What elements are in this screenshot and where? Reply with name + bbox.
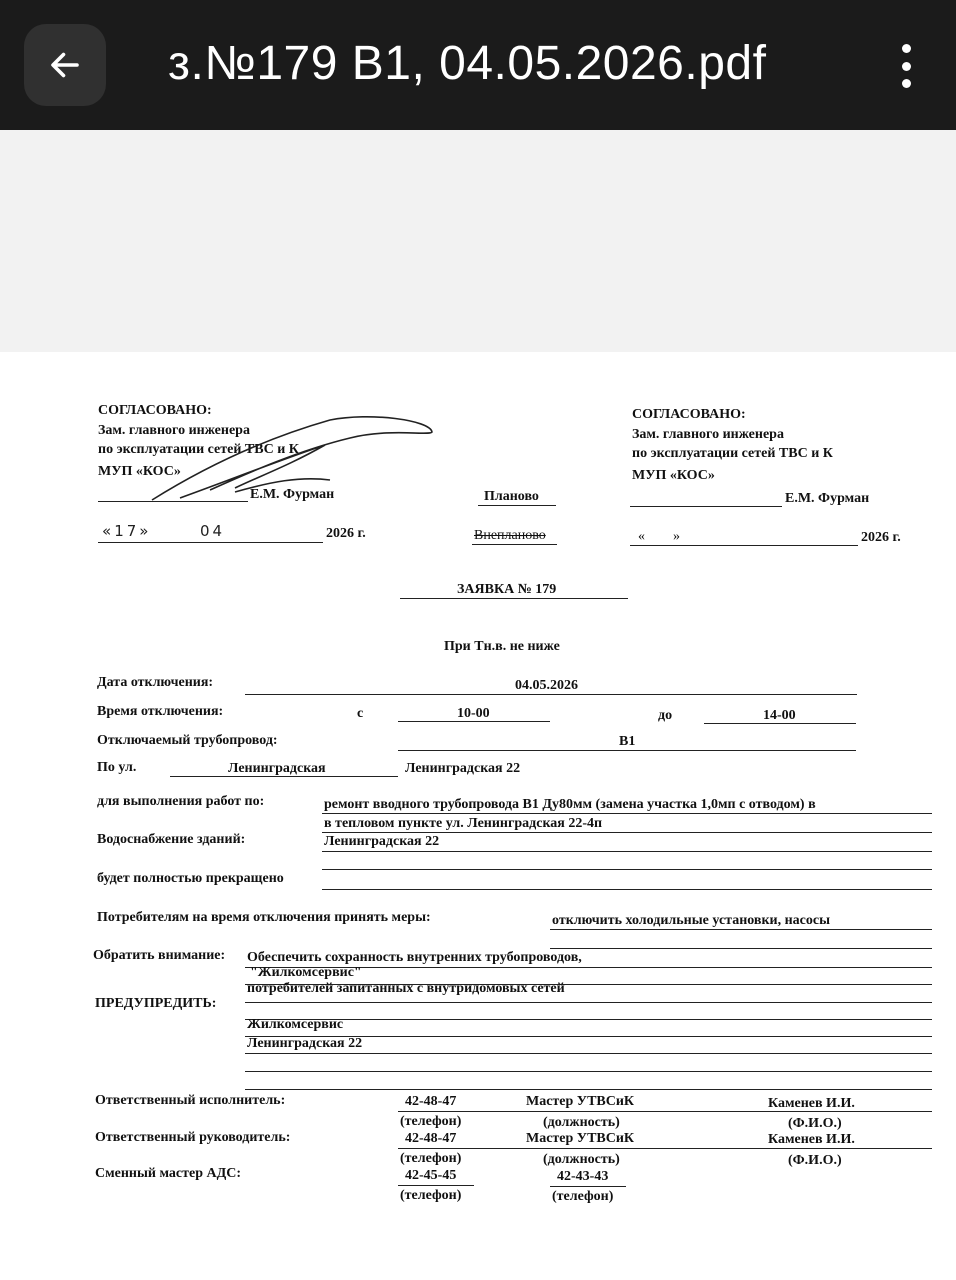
street-value2: Ленинградская 22 <box>405 761 521 776</box>
date-label: Дата отключения: <box>97 675 214 690</box>
water-value: Ленинградская 22 <box>324 834 440 849</box>
document-page[interactable]: СОГЛАСОВАНО: Зам. главного инженера по эксплуатации сетей ТВС и К МУП «КОС» Е.М. Фурман «17» 04 2026 г. Планово Внепланово СОГЛАСОВАНО: Зам. главного инженера по эксплуатации сетей ТВС и К МУП «КОС» Е.М. Фурман « » 2026 г. ЗАЯВКА № 179 При Тн.в. не ниже Дата отключения: 04.05.2026 Время отключения: с 10-00 до 14-00 Отключаемый трубопровод: В1 По ул. Ленинградская Ленинградская 22 для выполнения работ по: ремонт вводного трубопровода В1 Ду80мм (замена участка 1,0мп с отводом) в в тепловом пункте ул. Ленинградская 22-4п Водоснабжение зданий: Ленинградская 22 будет полностью прекращено Потребителям на время отключения принять меры: отключить холодильные установки, насосы Обратить внимание: Обеспечить сохранность внутренних трубопроводов, "Жилкомсервис" потребителей запитанных с внутридомовых сетей ПРЕДУПРЕДИТЬ: Жилкомсервис Ленинградская 22 Ответственный исполнитель: 42-48-47 Мастер УТВСиК Каменев И.И. (телефон) (должность) (Ф.И.О.) Ответственный руководитель: 42-48-47 Мастер УТВСиК Каменев И.И. (телефон) (должность) (Ф.И.О.) Сменный мастер АДС: 42-45-45 42-43-43 (телефон) (телефон) <box>0 352 956 1280</box>
measures-value: отключить холодильные установки, насосы <box>552 913 831 928</box>
attention-line3: потребителей запитанных с внутридомовых сетей <box>247 981 565 996</box>
more-vert-icon <box>902 44 911 53</box>
time-to-label: до <box>658 708 673 723</box>
shift-label: Сменный мастер АДС: <box>95 1166 242 1181</box>
left-line2: по эксплуатации сетей ТВС и К <box>98 442 299 457</box>
date-value: 04.05.2026 <box>515 678 578 693</box>
attention-line1: Обеспечить сохранность внутренних трубопроводов, <box>247 950 582 965</box>
warn-line2: Ленинградская 22 <box>247 1036 363 1051</box>
manager-name-caption: (Ф.И.О.) <box>788 1153 842 1168</box>
right-year: 2026 г. <box>861 530 901 545</box>
request-heading: ЗАЯВКА № 179 <box>457 582 557 597</box>
time-label: Время отключения: <box>97 704 224 719</box>
app-bar <box>0 0 956 130</box>
street-label: По ул. <box>97 760 137 775</box>
right-signer: Е.М. Фурман <box>785 491 870 506</box>
pipe-value: В1 <box>619 734 636 749</box>
manager-position-caption: (должность) <box>543 1152 620 1167</box>
work-line1: ремонт вводного трубопровода В1 Ду80мм (замена участка 1,0мп с отводом) в <box>324 797 816 812</box>
executor-name-caption: (Ф.И.О.) <box>788 1116 842 1131</box>
shift-phone2: 42-43-43 <box>557 1169 609 1184</box>
left-signer: Е.М. Фурман <box>250 487 335 502</box>
manager-label: Ответственный руководитель: <box>95 1130 291 1145</box>
request-subheading: При Тн.в. не ниже <box>444 639 560 654</box>
water-label: Водоснабжение зданий: <box>97 832 246 847</box>
left-year: 2026 г. <box>326 526 366 541</box>
pipe-label: Отключаемый трубопровод: <box>97 733 278 748</box>
left-line3: МУП «КОС» <box>98 464 181 479</box>
shift-phone2-caption: (телефон) <box>552 1189 614 1204</box>
shift-phone1: 42-45-45 <box>405 1168 457 1183</box>
time-to-value: 14-00 <box>763 708 796 723</box>
warn-line1: Жилкомсервис <box>247 1017 344 1032</box>
time-from-value: 10-00 <box>457 706 490 721</box>
left-date-month: 04 <box>200 522 226 540</box>
executor-name: Каменев И.И. <box>768 1096 855 1111</box>
left-line1: Зам. главного инженера <box>98 423 250 438</box>
left-agreed: СОГЛАСОВАНО: <box>98 403 212 418</box>
manager-phone: 42-48-47 <box>405 1131 457 1146</box>
executor-phone: 42-48-47 <box>405 1094 457 1109</box>
executor-position-caption: (должность) <box>543 1115 620 1130</box>
arrow-left-icon <box>47 47 83 83</box>
street-value: Ленинградская <box>228 761 326 776</box>
work-label: для выполнения работ по: <box>97 794 265 809</box>
signature-image <box>140 410 440 510</box>
work-line2: в тепловом пункте ул. Ленинградская 22-4п <box>324 816 603 831</box>
right-line2: по эксплуатации сетей ТВС и К <box>632 446 833 461</box>
shift-phone1-caption: (телефон) <box>400 1188 462 1203</box>
attention-line2: "Жилкомсервис" <box>250 965 362 980</box>
executor-label: Ответственный исполнитель: <box>95 1093 286 1108</box>
executor-position: Мастер УТВСиК <box>526 1094 635 1109</box>
attention-label: Обратить внимание: <box>93 948 226 963</box>
back-button[interactable] <box>24 24 106 106</box>
right-line3: МУП «КОС» <box>632 468 715 483</box>
left-date-day: 17 <box>114 522 140 540</box>
planned-label: Планово <box>484 489 539 504</box>
unplanned-label: Внепланово <box>474 528 546 543</box>
document-title: з.№179 В1, 04.05.2026.pdf <box>168 37 767 90</box>
time-from-label: с <box>357 706 364 721</box>
viewer-background <box>0 130 956 352</box>
manager-phone-caption: (телефон) <box>400 1151 462 1166</box>
right-line1: Зам. главного инженера <box>632 427 784 442</box>
manager-name: Каменев И.И. <box>768 1132 855 1147</box>
measures-label: Потребителям на время отключения принять меры: <box>97 910 431 925</box>
more-menu-button[interactable] <box>884 36 928 96</box>
manager-position: Мастер УТВСиК <box>526 1131 635 1146</box>
right-agreed: СОГЛАСОВАНО: <box>632 407 746 422</box>
stop-label: будет полностью прекращено <box>97 871 284 886</box>
executor-phone-caption: (телефон) <box>400 1114 462 1129</box>
warn-label: ПРЕДУПРЕДИТЬ: <box>95 996 217 1011</box>
